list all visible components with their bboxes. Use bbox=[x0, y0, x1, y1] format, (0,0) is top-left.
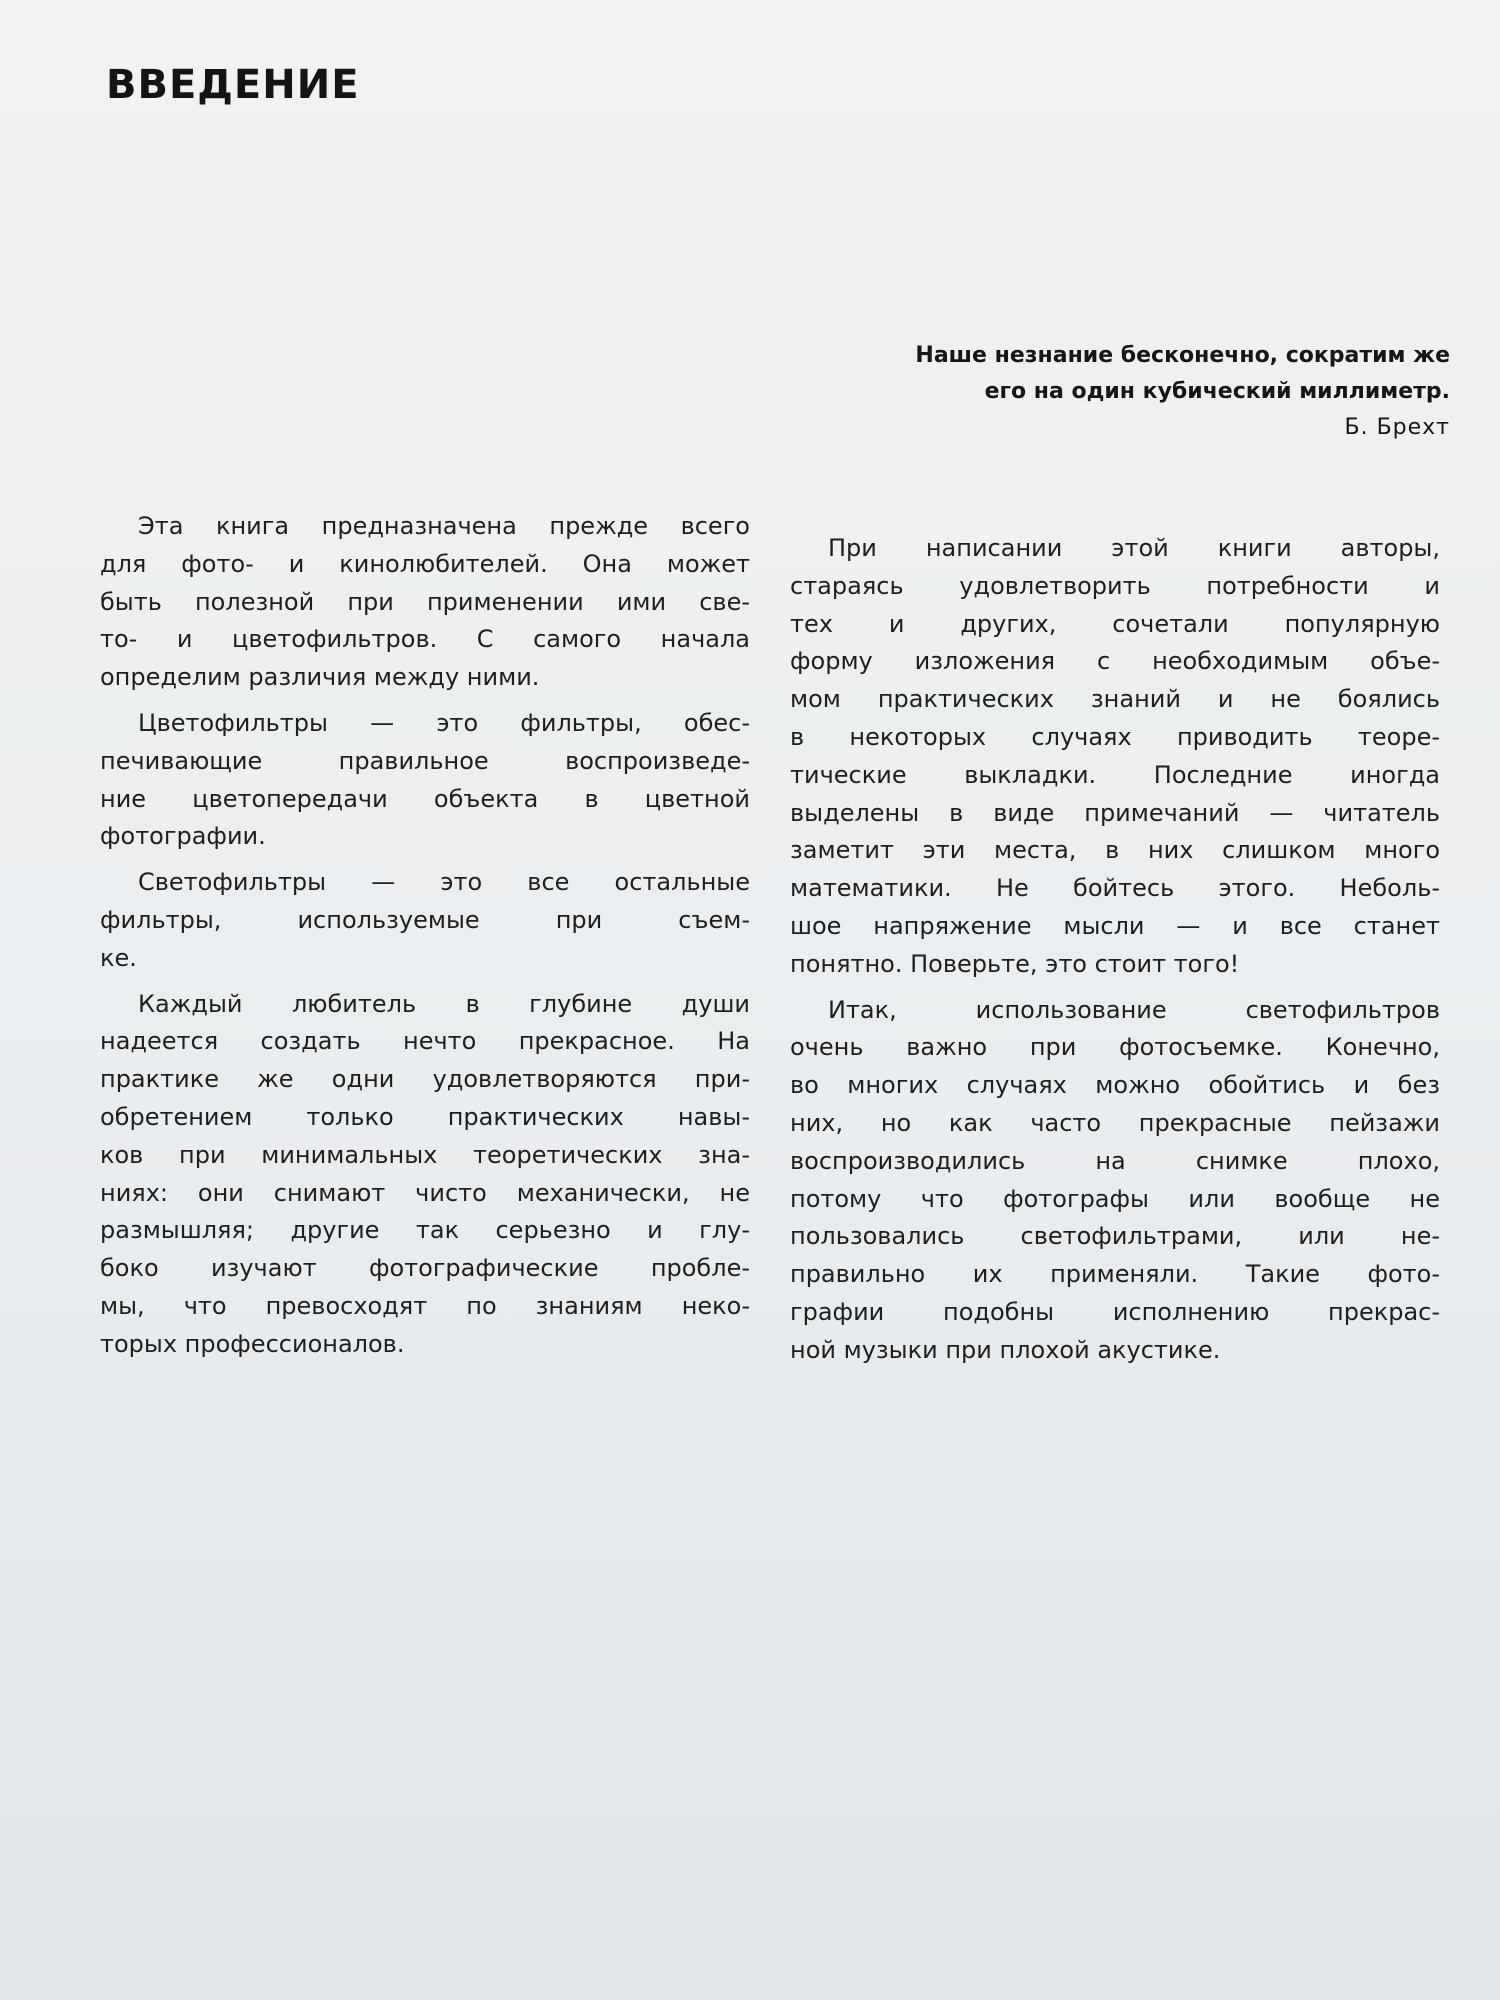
text-line: заметит эти места, в них слишком много bbox=[790, 836, 1440, 865]
text-line: мом практических знаний и не боялись bbox=[790, 685, 1440, 714]
text-line: практике же одни удовлетворяются при- bbox=[100, 1065, 750, 1094]
text-line: графии подобны исполнению прекрас- bbox=[790, 1297, 1440, 1326]
text-line: фильтры, используемые при съем- bbox=[100, 905, 750, 934]
text-line: пользовались светофильтрами, или не- bbox=[790, 1222, 1440, 1251]
text-line: торых профессионалов. bbox=[100, 1329, 405, 1358]
text-line: ков при минимальных теоретических зна- bbox=[100, 1140, 750, 1169]
text-line: правильно их применяли. Такие фото- bbox=[790, 1260, 1440, 1289]
text-line: Светофильтры — это все остальные bbox=[138, 868, 750, 897]
text-line: шое напряжение мысли — и все станет bbox=[790, 911, 1440, 940]
text-line: выделены в виде примечаний — читатель bbox=[790, 798, 1440, 827]
text-line: в некоторых случаях приводить теоре- bbox=[790, 722, 1440, 751]
text-line: воспроизводились на снимке плохо, bbox=[790, 1146, 1440, 1175]
text-line: понятно. Поверьте, это стоит того! bbox=[790, 949, 1240, 978]
text-line: Эта книга предназначена прежде всего bbox=[138, 512, 750, 540]
text-line: размышляя; другие так серьезно и глу- bbox=[100, 1216, 750, 1245]
text-line: определим различия между ними. bbox=[100, 663, 540, 692]
text-line: то- и цветофильтров. С самого начала bbox=[100, 625, 750, 654]
paragraph bbox=[100, 864, 750, 977]
text-line: фотографии. bbox=[100, 822, 266, 851]
epigraph bbox=[750, 338, 1450, 446]
right-text-column bbox=[790, 530, 1440, 1378]
epigraph-line: его на один кубический миллиметр. bbox=[984, 379, 1450, 404]
text-line: них, но как часто прекрасные пейзажи bbox=[790, 1108, 1440, 1137]
epigraph-line: Наше незнание бесконечно, сократим же bbox=[915, 343, 1450, 368]
text-line: тические выкладки. Последние иногда bbox=[790, 760, 1440, 789]
text-line: печивающие правильное воспроизведе- bbox=[100, 746, 750, 775]
text-line: форму изложения с необходимым объе- bbox=[790, 647, 1440, 676]
text-line: Каждый любитель в глубине души bbox=[138, 989, 750, 1018]
text-line: Цветофильтры — это фильтры, обес- bbox=[138, 708, 750, 737]
paragraph bbox=[790, 992, 1440, 1370]
text-line: ние цветопередачи объекта в цветной bbox=[100, 784, 750, 813]
text-line: мы, что превосходят по знаниям неко- bbox=[100, 1291, 750, 1320]
text-line: потому что фотографы или вообще не bbox=[790, 1184, 1440, 1213]
text-line: быть полезной при применении ими све- bbox=[100, 587, 750, 616]
chapter-title: ВВЕДЕНИЕ bbox=[106, 62, 360, 108]
text-line: ке. bbox=[100, 943, 137, 972]
paragraph bbox=[790, 530, 1440, 984]
text-line: стараясь удовлетворить потребности и bbox=[790, 571, 1440, 600]
text-line: обретением только практических навы- bbox=[100, 1102, 750, 1131]
epigraph-author: Б. Брехт bbox=[1344, 415, 1450, 440]
text-line: очень важно при фотосъемке. Конечно, bbox=[790, 1033, 1440, 1062]
text-line: для фото- и кинолюбителей. Она может bbox=[100, 549, 750, 578]
text-line: боко изучают фотографические пробле- bbox=[100, 1254, 750, 1283]
paragraph bbox=[100, 705, 750, 856]
paragraph bbox=[100, 508, 750, 697]
text-line: ниях: они снимают чисто механически, не bbox=[100, 1178, 750, 1207]
text-line: математики. Не бойтесь этого. Неболь- bbox=[790, 874, 1440, 903]
text-line: во многих случаях можно обойтись и без bbox=[790, 1071, 1440, 1100]
text-line: Итак, использование светофильтров bbox=[828, 995, 1440, 1024]
text-line: При написании этой книги авторы, bbox=[828, 534, 1440, 562]
text-line: надеется создать нечто прекрасное. На bbox=[100, 1027, 750, 1056]
left-text-column bbox=[100, 508, 750, 1372]
text-line: тех и других, сочетали популярную bbox=[790, 609, 1440, 638]
text-line: ной музыки при плохой акустике. bbox=[790, 1335, 1221, 1364]
paragraph bbox=[100, 986, 750, 1364]
